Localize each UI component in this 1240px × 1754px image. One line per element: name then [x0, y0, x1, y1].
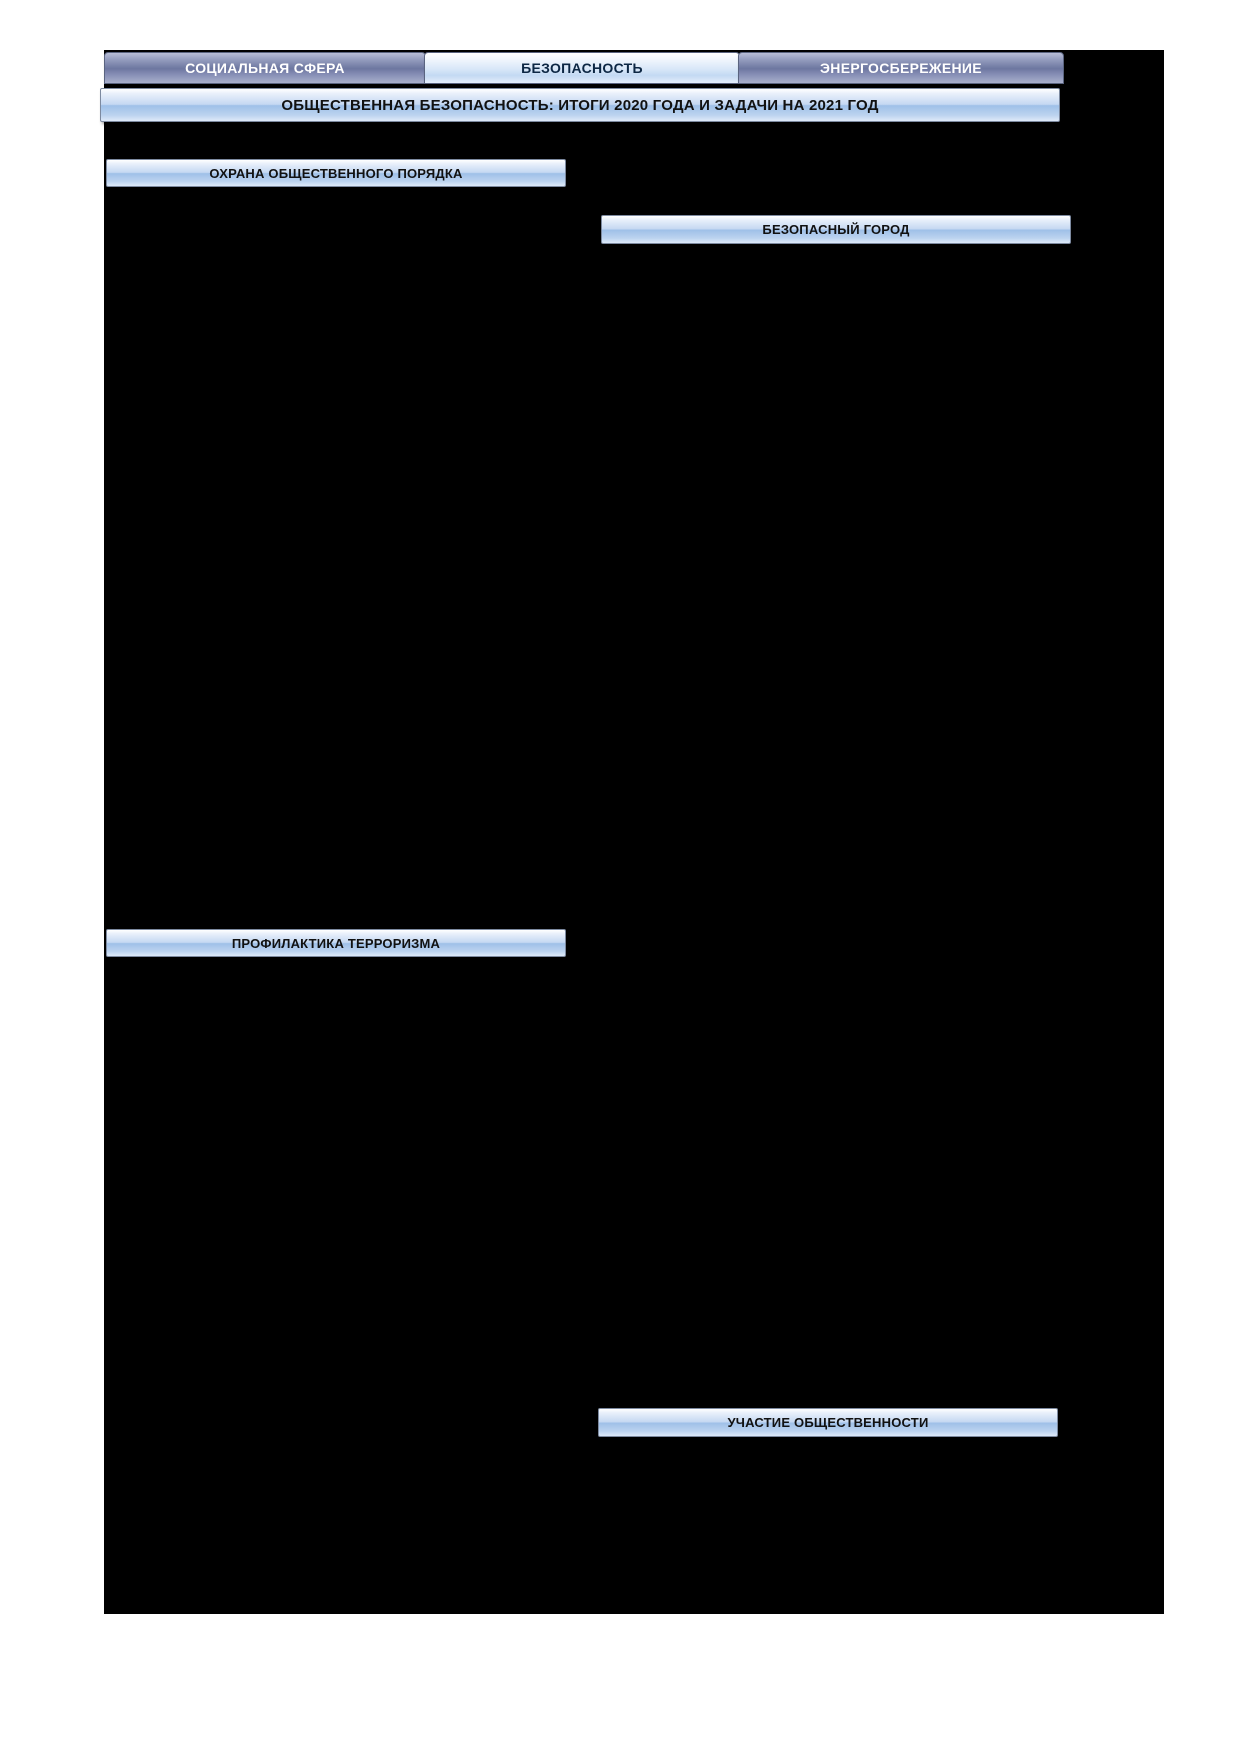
- page-title-label: ОБЩЕСТВЕННАЯ БЕЗОПАСНОСТЬ: ИТОГИ 2020 ГОДА И ЗАДАЧИ НА 2021 ГОД: [281, 96, 879, 114]
- section-header-safe-city-label: БЕЗОПАСНЫЙ ГОРОД: [762, 222, 910, 237]
- section-header-terrorism-prevention[interactable]: [106, 929, 566, 957]
- tab-safety-label: БЕЗОПАСНОСТЬ: [521, 60, 643, 76]
- tab-energy-saving[interactable]: [738, 52, 1064, 84]
- content-board: [104, 50, 1164, 1614]
- section-header-public-order[interactable]: [106, 159, 566, 187]
- tab-social-sphere-label: СОЦИАЛЬНАЯ СФЕРА: [185, 60, 345, 76]
- tab-social-sphere[interactable]: [104, 52, 426, 84]
- section-header-public-participation[interactable]: [598, 1408, 1058, 1437]
- section-header-safe-city[interactable]: [601, 215, 1071, 244]
- tab-safety[interactable]: [424, 52, 740, 84]
- tab-energy-saving-label: ЭНЕРГОСБЕРЕЖЕНИЕ: [820, 60, 982, 76]
- section-header-terrorism-prevention-label: ПРОФИЛАКТИКА ТЕРРОРИЗМА: [231, 935, 441, 951]
- section-header-public-participation-label: УЧАСТИЕ ОБЩЕСТВЕННОСТИ: [727, 1415, 929, 1430]
- section-header-public-order-label: ОХРАНА ОБЩЕСТВЕННОГО ПОРЯДКА: [209, 165, 463, 181]
- page-title: [100, 88, 1060, 122]
